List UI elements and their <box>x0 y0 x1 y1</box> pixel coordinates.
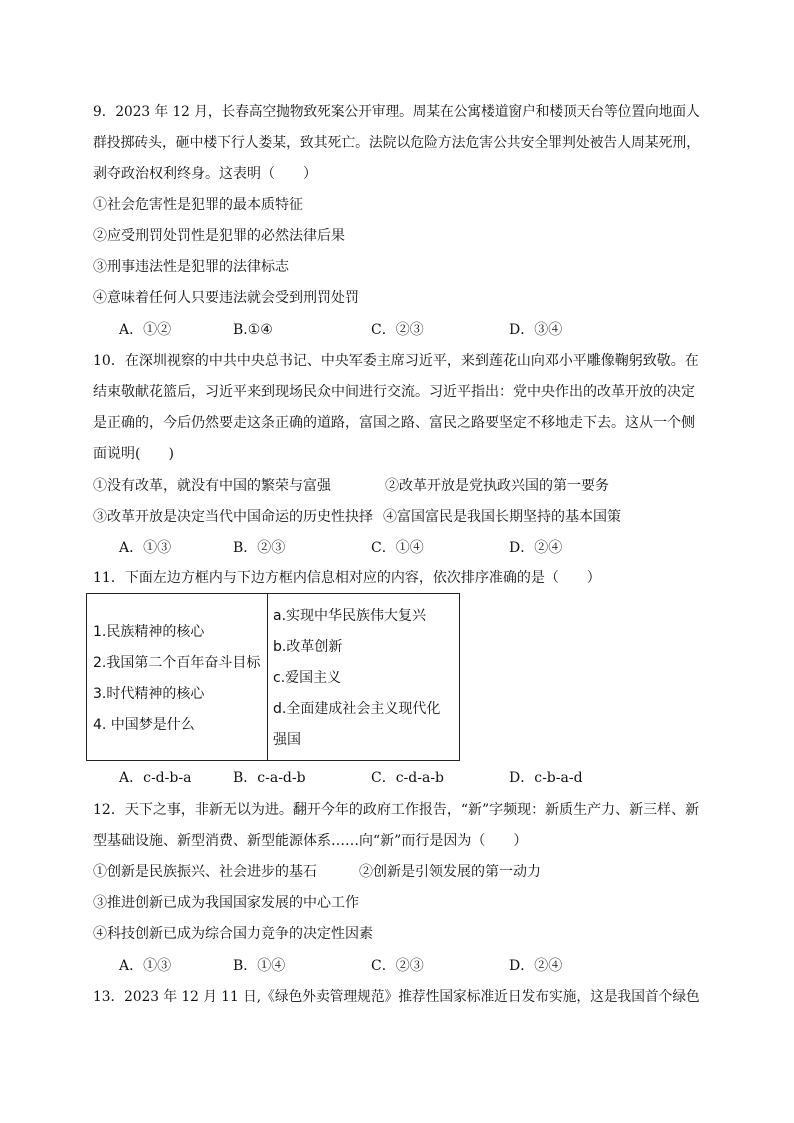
question-10-statement: ①没有改革，就没有中国的繁荣与富强 <box>93 478 331 494</box>
question-10-stem-line: 10．在深圳视察的中共中央总书记、中央军委主席习近平，来到莲花山向邓小平雕像鞠躬致敬。在 <box>93 353 699 369</box>
right-item: d.全面建成社会主义现代化 <box>273 701 441 717</box>
option-d[interactable]: D．c-b-a-d <box>509 770 583 786</box>
option-b[interactable]: B.①④ <box>233 322 273 338</box>
option-d[interactable]: D．②④ <box>509 958 563 974</box>
question-9-stem-line: 群投掷砖头，砸中楼下行人娄某，致其死亡。法院以危险方法危害公共安全罪判处被告人周某死刑， <box>93 135 701 151</box>
question-9-statement: ②应受刑罚处罚性是犯罪的必然法律后果 <box>93 228 345 244</box>
option-c[interactable]: C．②③ <box>371 958 424 974</box>
matching-box-divider <box>267 594 268 760</box>
option-a[interactable]: A．①③ <box>119 540 172 556</box>
question-9-statement: ④意味着任何人只要违法就会受到刑罚处罚 <box>93 290 359 306</box>
matching-box <box>86 593 460 761</box>
left-item: 2.我国第二个百年奋斗目标 <box>93 655 261 671</box>
left-item: 4. 中国梦是什么 <box>93 717 195 733</box>
right-item: 强国 <box>273 732 301 748</box>
question-11-stem-line: 11．下面左边方框内与下边方框内信息相对应的内容，依次排序准确的是（ ） <box>93 570 601 586</box>
question-12-statement: ①创新是民族振兴、社会进步的基石 <box>93 864 317 880</box>
question-10-statement: ③改革开放是决定当代中国命运的历史性抉择 <box>93 509 373 525</box>
option-b[interactable]: B．②③ <box>233 540 286 556</box>
question-12-statement: ③推进创新已成为我国国家发展的中心工作 <box>93 895 359 911</box>
option-b[interactable]: B．c-a-d-b <box>233 770 306 786</box>
question-12-stem-line: 型基础设施、新型消费、新型能源体系……向“新”而行是因为（ ） <box>93 833 528 849</box>
option-c[interactable]: C．①④ <box>371 540 424 556</box>
option-c[interactable]: C．②③ <box>371 322 424 338</box>
option-a[interactable]: A．①② <box>119 322 172 338</box>
question-10-stem-line: 结束敬献花篮后，习近平来到现场民众中间进行交流。习近平指出：党中央作出的改革开放的决定 <box>93 384 695 400</box>
option-d[interactable]: D．③④ <box>509 322 563 338</box>
left-item: 3.时代精神的核心 <box>93 686 205 702</box>
question-9-statement: ③刑事违法性是犯罪的法律标志 <box>93 259 289 275</box>
question-9-statement: ①社会危害性是犯罪的最本质特征 <box>93 197 303 213</box>
right-item: b.改革创新 <box>273 639 343 655</box>
question-10-statement: ④富国富民是我国长期坚持的基本国策 <box>383 509 621 525</box>
question-13-stem-line: 13．2023 年 12 月 11 日,《绿色外卖管理规范》推荐性国家标准近日发布实施，这是我国首个绿色 <box>93 989 700 1005</box>
option-a[interactable]: A．c-d-b-a <box>119 770 192 786</box>
question-9-stem-line: 9．2023 年 12 月，长春高空抛物致死案公开审理。周某在公寓楼道窗户和楼顶天台等位置向地面人 <box>93 104 700 120</box>
right-item: a.实现中华民族伟大复兴 <box>273 608 427 624</box>
question-10-stem-line: 面说明( ) <box>93 446 174 462</box>
option-b[interactable]: B．①④ <box>233 958 286 974</box>
left-item: 1.民族精神的核心 <box>93 624 205 640</box>
right-item: c.爱国主义 <box>273 670 342 686</box>
question-9-stem-line: 剥夺政治权利终身。这表明（ ） <box>93 166 317 182</box>
question-10-stem-line: 是正确的，今后仍然要走这条正确的道路，富国之路、富民之路要坚定不移地走下去。这从一个侧 <box>93 415 695 431</box>
option-d[interactable]: D．②④ <box>509 540 563 556</box>
question-12-stem-line: 12．天下之事，非新无以为进。翻开今年的政府工作报告，“新”字频现：新质生产力、新三样、新 <box>93 802 700 818</box>
option-c[interactable]: C．c-d-a-b <box>371 770 445 786</box>
option-a[interactable]: A．①③ <box>119 958 172 974</box>
question-10-statement: ②改革开放是党执政兴国的第一要务 <box>385 478 609 494</box>
question-12-statement: ④科技创新已成为综合国力竞争的决定性因素 <box>93 926 373 942</box>
question-12-statement: ②创新是引领发展的第一动力 <box>359 864 541 880</box>
